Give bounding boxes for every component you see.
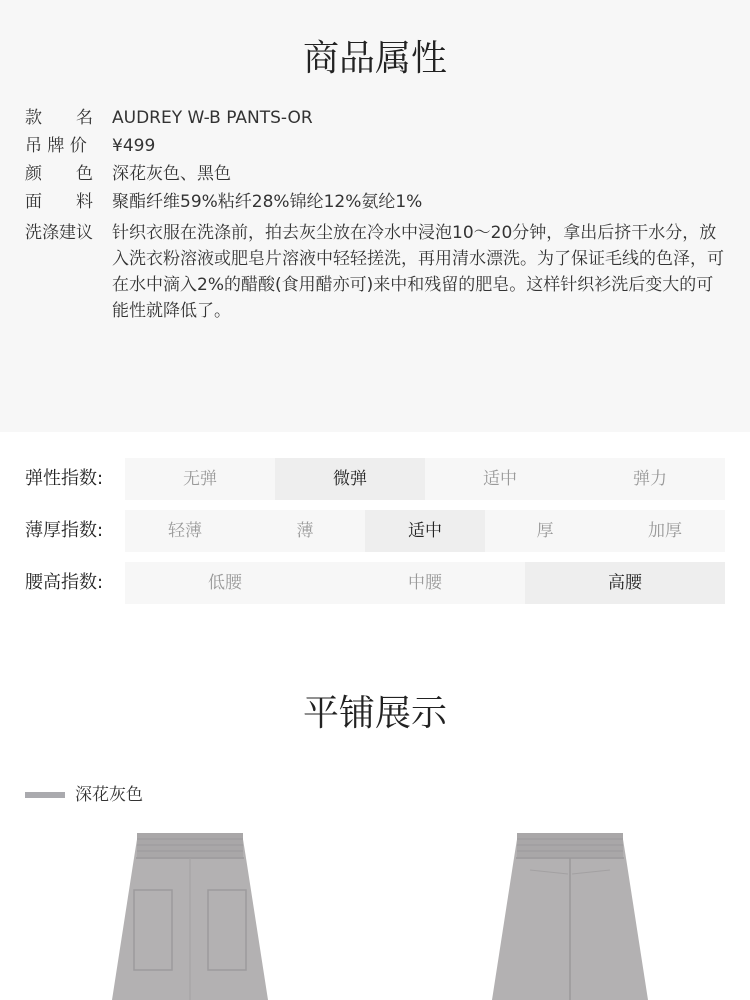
idx-option: 加厚	[648, 521, 682, 541]
pants-back-image	[490, 830, 650, 1000]
product-attributes-section	[0, 0, 750, 432]
idx-bar	[125, 458, 725, 500]
attr-label: 颜 色	[25, 164, 93, 184]
idx-option: 低腰	[208, 573, 242, 593]
idx-option: 无弹	[183, 469, 217, 489]
idx-option: 轻薄	[168, 521, 202, 541]
color-bar-decoration	[25, 792, 65, 798]
idx-option: 微弹	[275, 458, 425, 500]
attr-value: ¥499	[112, 136, 156, 156]
idx-option: 高腰	[525, 562, 725, 604]
idx-bar	[125, 562, 725, 604]
idx-label: 薄厚指数:	[25, 520, 104, 541]
idx-option: 弹力	[633, 469, 667, 489]
pants-front-image	[110, 830, 270, 1000]
idx-bar	[125, 510, 725, 552]
attributes-title: 商品属性	[302, 38, 447, 79]
idx-option: 适中	[365, 510, 485, 552]
attr-value: 深花灰色、黑色	[112, 164, 231, 184]
idx-option: 厚	[536, 521, 554, 541]
attr-label: 洗涤建议	[25, 223, 93, 243]
flat-display-title: 平铺展示	[302, 693, 447, 734]
color-label: 深花灰色	[75, 785, 143, 805]
idx-option: 薄	[296, 521, 314, 541]
idx-option: 适中	[483, 469, 517, 489]
idx-label: 腰高指数:	[25, 572, 104, 593]
attr-label: 款 名	[25, 108, 93, 128]
attr-value: 聚酯纤维59%粘纤28%锦纶12%氨纶1%	[112, 192, 423, 212]
attr-label: 面 料	[25, 192, 93, 212]
idx-label: 弹性指数:	[25, 468, 104, 489]
idx-option: 中腰	[408, 573, 442, 593]
attr-value: 针织衣服在洗涤前，拍去灰尘放在冷水中浸泡10～20分钟，拿出后挤干水分，放入洗衣粉溶液或肥皂片溶液中轻轻搓洗，再用清水漂洗。为了保证毛线的色泽，可在水中滴入2%的醋酸(食用醋亦可)来中和残留的肥皂。这样针织衫洗后变大的可能性就降低了。	[112, 223, 724, 321]
attr-value: AUDREY W-B PANTS-OR	[112, 108, 313, 128]
attr-label: 吊 牌 价	[25, 136, 87, 156]
